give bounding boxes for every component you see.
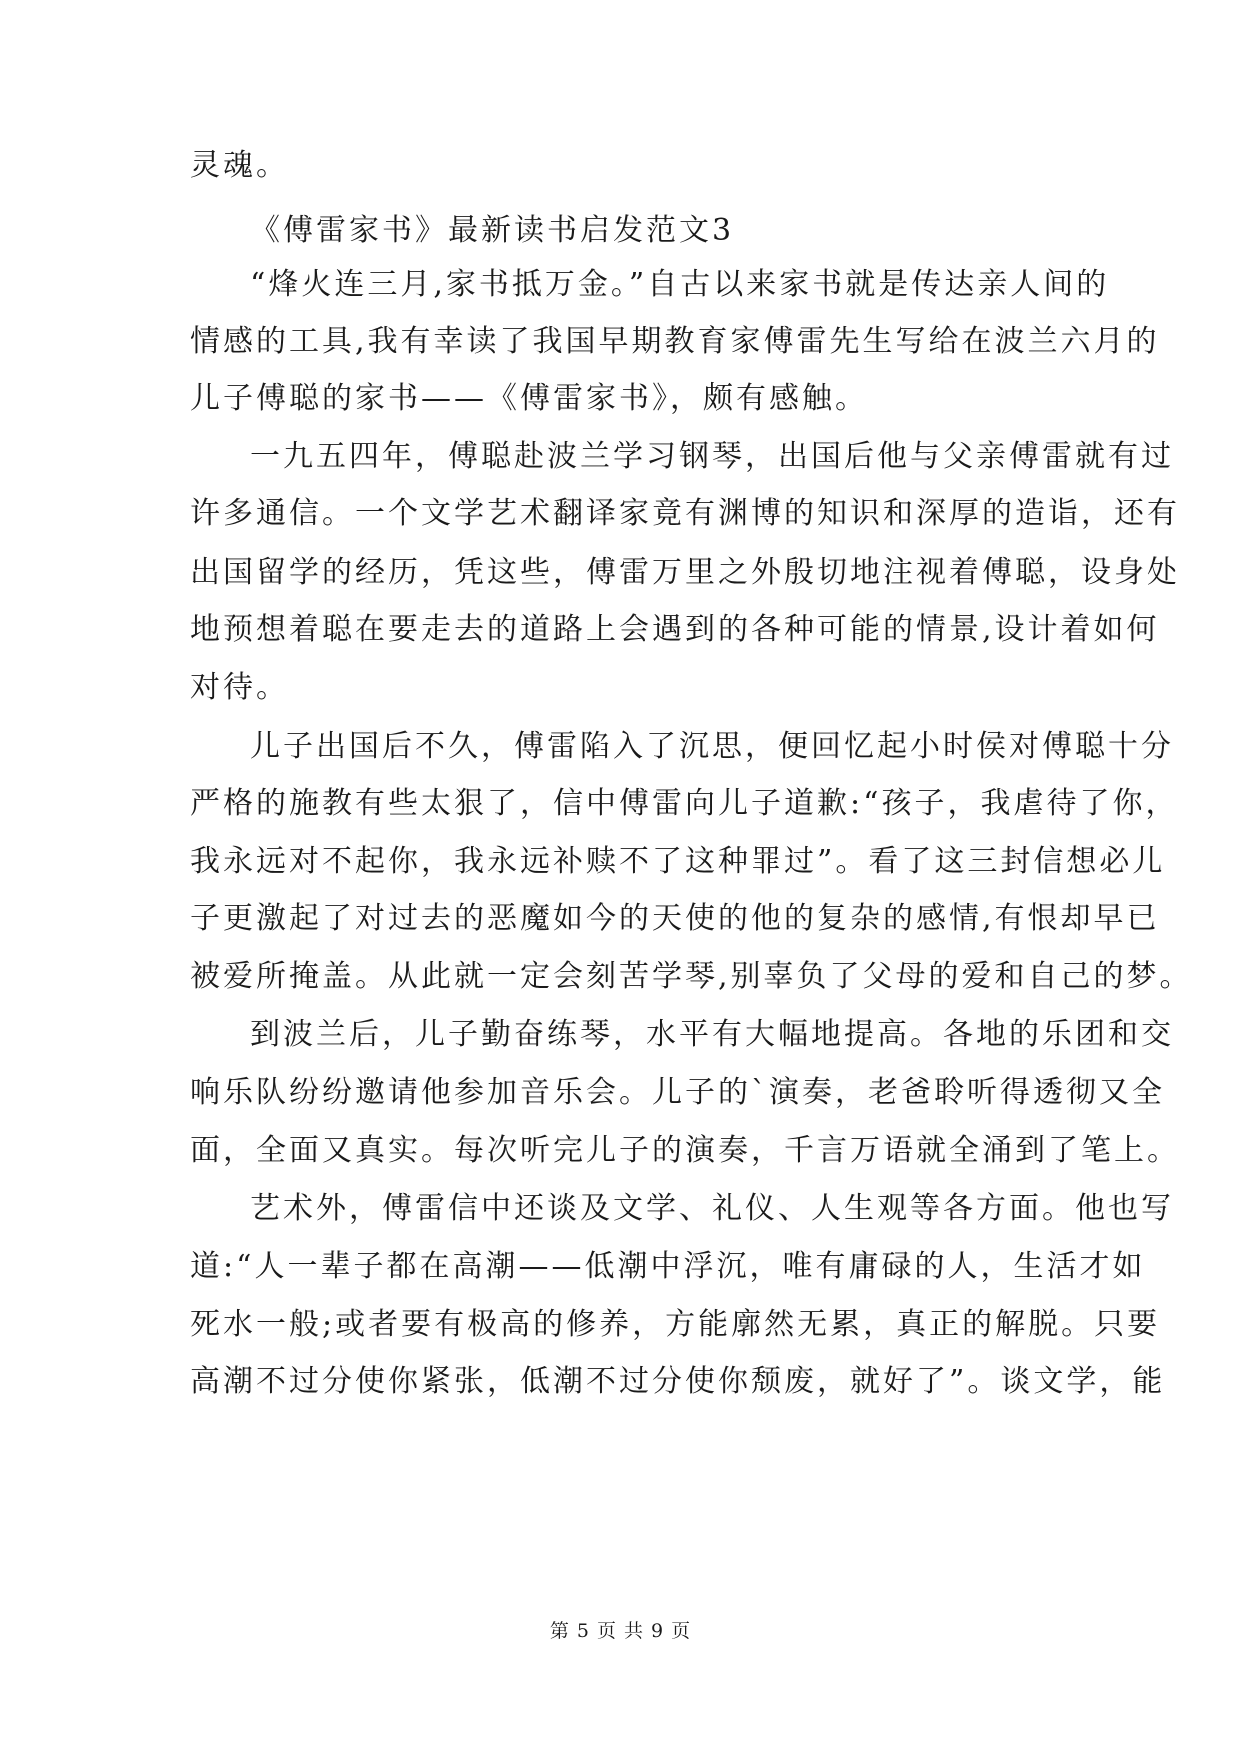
text-line: 到波兰后，儿子勤奋练琴，水平有大幅地提高。各地的乐团和交 [250, 1017, 1174, 1052]
text-line: 儿子出国后不久，傅雷陷入了沉思，便回忆起小时侯对傅聪十分 [250, 729, 1174, 764]
text-line: 情感的工具,我有幸读了我国早期教育家傅雷先生写给在波兰六月的 [190, 324, 1160, 359]
text-line: 道:“人一辈子都在高潮——低潮中浮沉，唯有庸碌的人，生活才如 [190, 1249, 1146, 1284]
text-line: 灵魂。 [190, 148, 289, 183]
section-heading: 《傅雷家书》最新读书启发范文3 [250, 213, 735, 248]
text-line: 出国留学的经历，凭这些，傅雷万里之外殷切地注视着傅聪，设身处 [190, 555, 1180, 590]
page-number-footer: 第 5 页 共 9 页 [549, 1620, 692, 1642]
text-line: 一九五四年，傅聪赴波兰学习钢琴，出国后他与父亲傅雷就有过 [250, 439, 1174, 474]
text-line: 许多通信。一个文学艺术翻译家竟有渊博的知识和深厚的造诣，还有 [190, 496, 1180, 531]
text-line: 子更激起了对过去的恶魔如今的天使的他的复杂的感情,有恨却早已 [190, 901, 1160, 936]
text-line: 艺术外，傅雷信中还谈及文学、礼仪、人生观等各方面。他也写 [250, 1191, 1174, 1226]
text-line: 被爱所掩盖。从此就一定会刻苦学琴,别辜负了父母的爱和自己的梦。 [190, 959, 1193, 994]
text-line: 高潮不过分使你紧张，低潮不过分使你颓废，就好了”。谈文学，能 [190, 1364, 1166, 1399]
text-line: “烽火连三月,家书抵万金。”自古以来家书就是传达亲人间的 [250, 267, 1110, 302]
text-line: 儿子傅聪的家书——《傅雷家书》，颇有感触。 [190, 381, 868, 416]
text-line: 面，全面又真实。每次听完儿子的演奏，千言万语就全涌到了笔上。 [190, 1133, 1180, 1168]
text-line: 严格的施教有些太狠了，信中傅雷向儿子道歉:“孩子，我虐待了你， [190, 786, 1179, 821]
text-line: 地预想着聪在要走去的道路上会遇到的各种可能的情景,设计着如何 [190, 612, 1160, 647]
text-line: 死水一般;或者要有极高的修养，方能廓然无累，真正的解脱。只要 [190, 1307, 1161, 1342]
text-line: 我永远对不起你，我永远补赎不了这种罪过”。看了这三封信想必儿 [190, 844, 1166, 879]
text-line: 对待。 [190, 670, 289, 705]
text-line: 响乐队纷纷邀请他参加音乐会。儿子的`演奏，老爸聆听得透彻又全 [190, 1075, 1165, 1110]
